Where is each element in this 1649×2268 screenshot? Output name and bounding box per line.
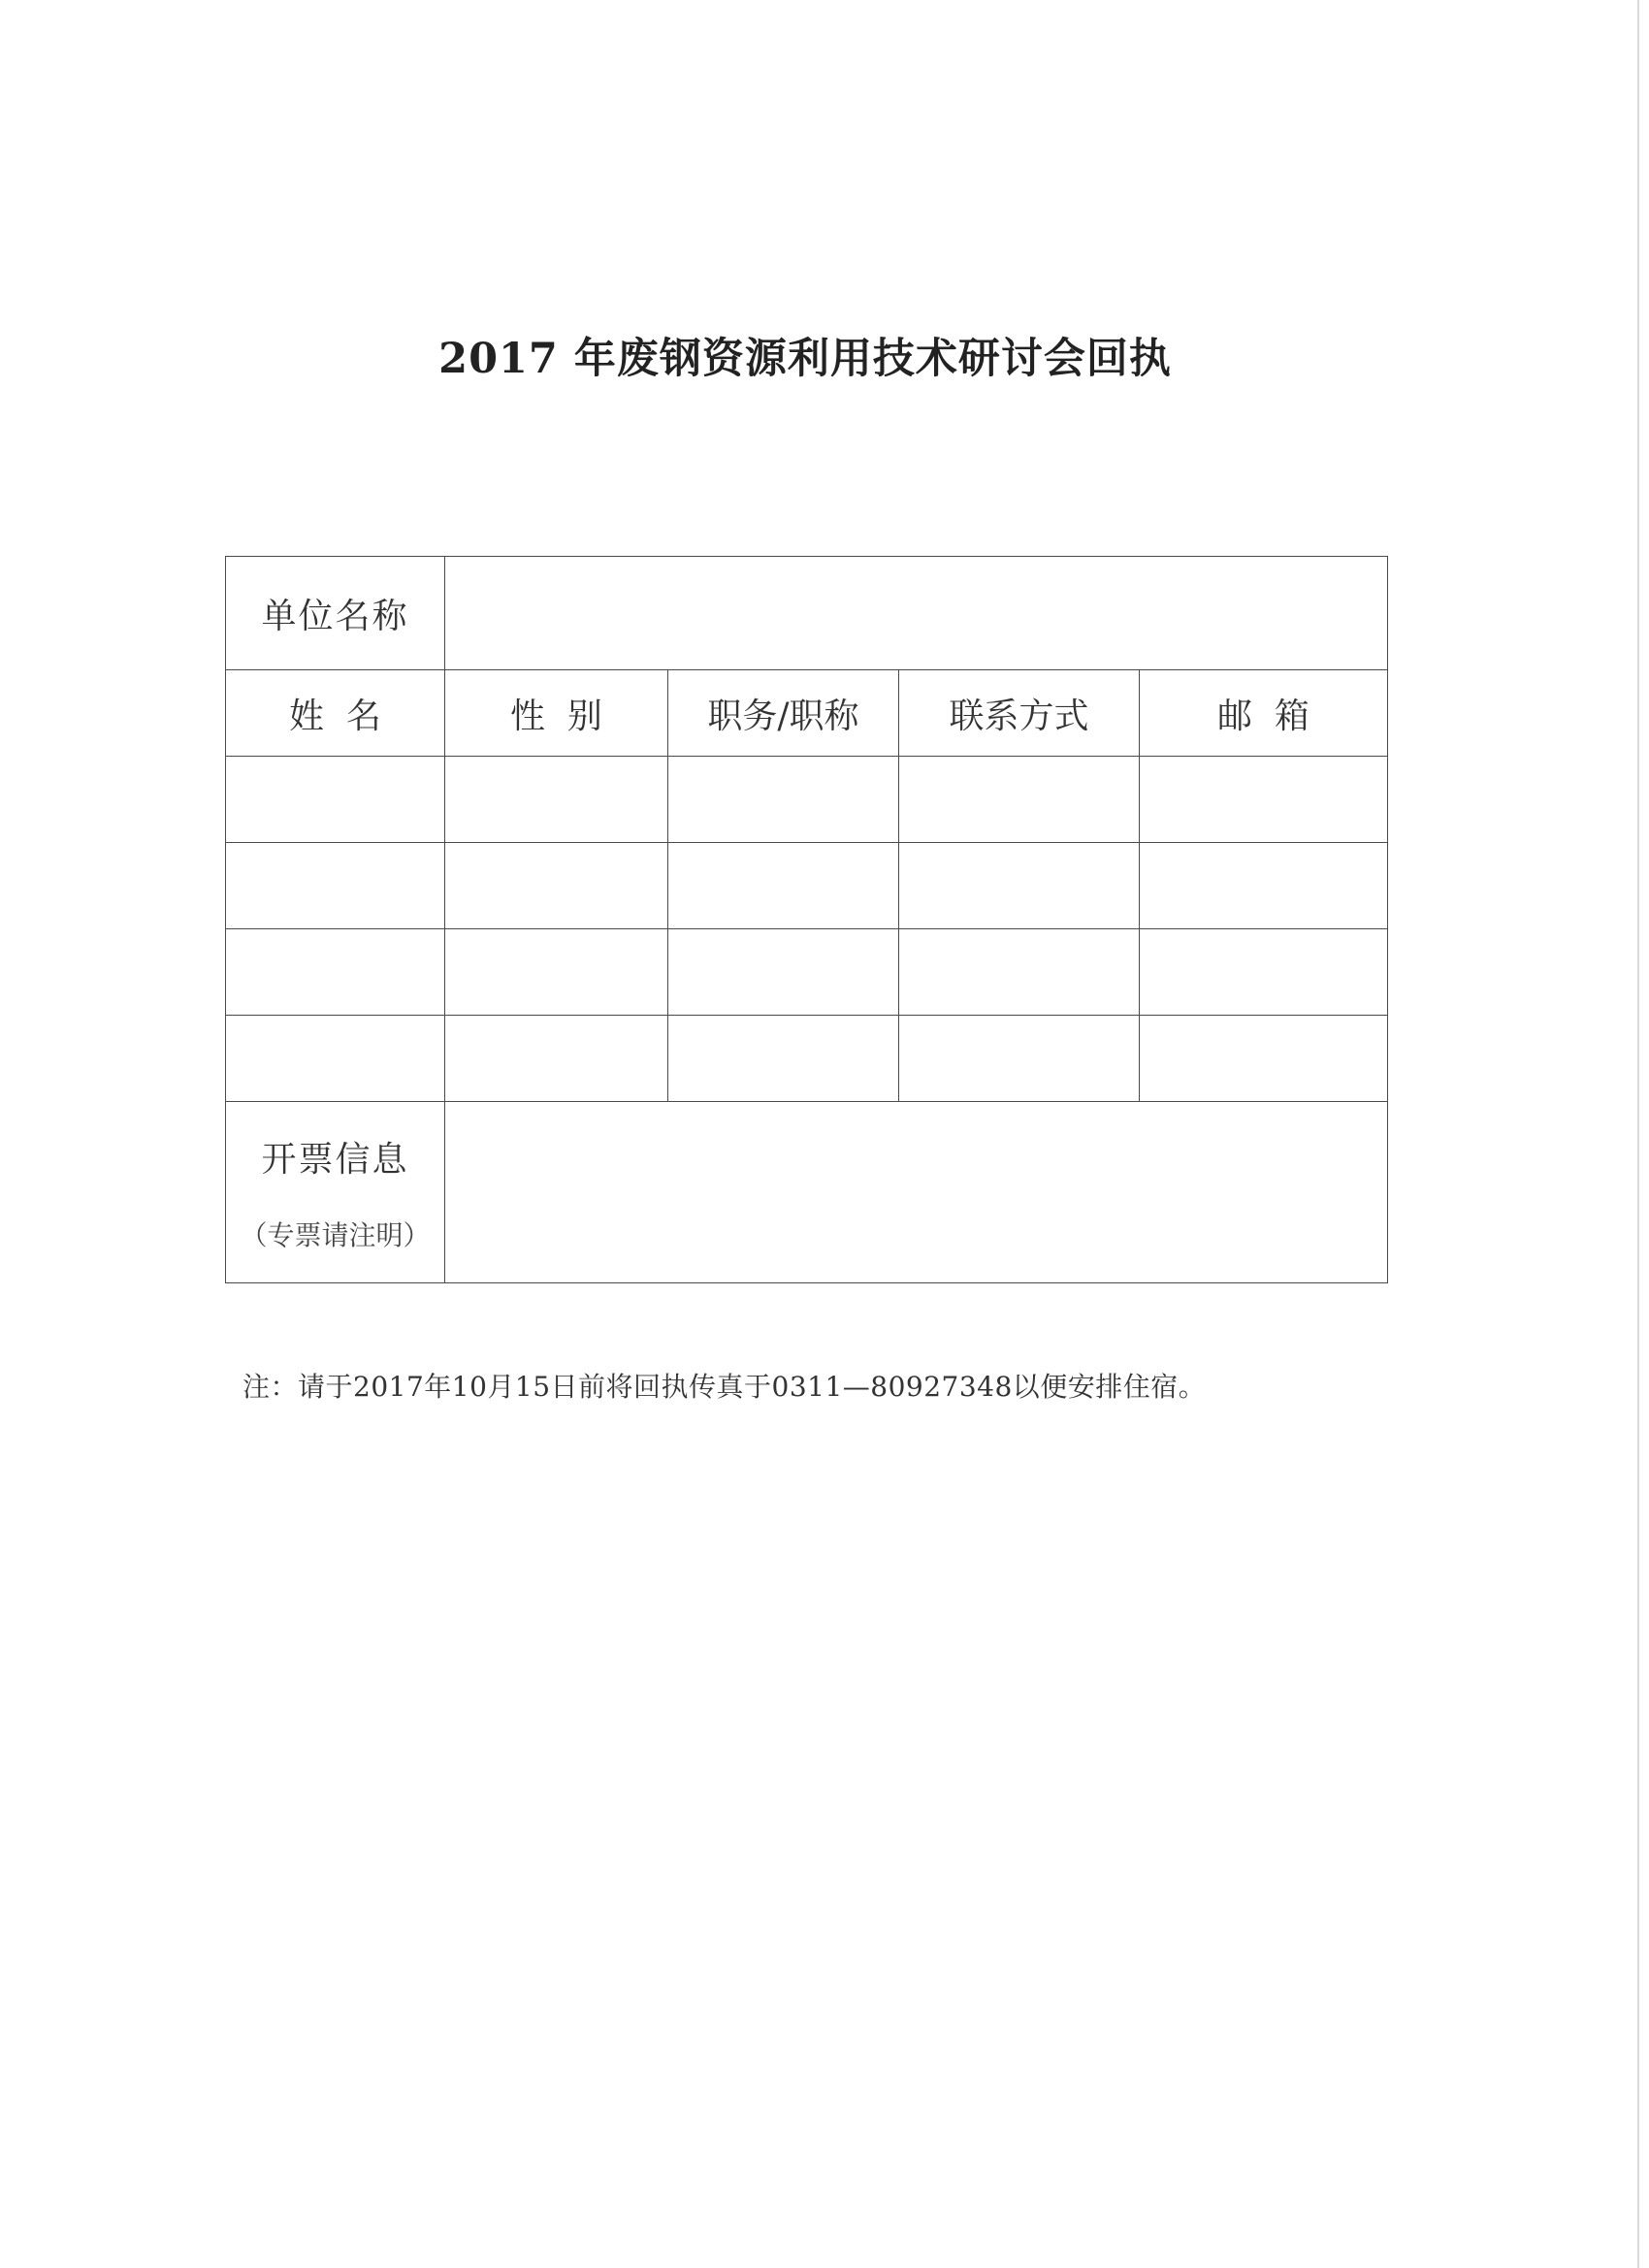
- invoice-label-cell: [226, 1102, 445, 1283]
- name-cell[interactable]: [226, 757, 445, 843]
- email-cell[interactable]: [1140, 1016, 1388, 1102]
- scan-edge-line: [1637, 0, 1639, 2268]
- name-cell[interactable]: [226, 929, 445, 1016]
- name-cell[interactable]: [226, 1016, 445, 1102]
- gender-cell[interactable]: [445, 1016, 668, 1102]
- unit-name-label: 单位名称: [226, 557, 445, 670]
- header-email: 邮 箱: [1140, 670, 1388, 757]
- footnote: 注：请于2017年10月15日前将回执传真于0311—80927348以便安排住宿。: [242, 1371, 1207, 1403]
- name-cell[interactable]: [226, 843, 445, 929]
- registration-form-table: [225, 556, 1388, 1283]
- position-cell[interactable]: [668, 757, 899, 843]
- invoice-field[interactable]: [445, 1102, 1388, 1283]
- position-cell[interactable]: [668, 929, 899, 1016]
- unit-name-field[interactable]: [445, 557, 1388, 670]
- gender-cell[interactable]: [445, 929, 668, 1016]
- table-row: [226, 843, 1388, 929]
- gender-cell[interactable]: [445, 843, 668, 929]
- email-cell[interactable]: [1140, 929, 1388, 1016]
- invoice-sublabel: （专票请注明）: [240, 1218, 431, 1251]
- position-cell[interactable]: [668, 1016, 899, 1102]
- position-cell[interactable]: [668, 843, 899, 929]
- gender-cell[interactable]: [445, 757, 668, 843]
- contact-cell[interactable]: [899, 929, 1140, 1016]
- email-cell[interactable]: [1140, 757, 1388, 843]
- table-row: [226, 1016, 1388, 1102]
- invoice-row: [226, 1102, 1388, 1283]
- invoice-label: 开票信息: [261, 1139, 409, 1180]
- page-title: 2017 年废钢资源利用技术研讨会回执: [438, 335, 1172, 383]
- contact-cell[interactable]: [899, 757, 1140, 843]
- email-cell[interactable]: [1140, 843, 1388, 929]
- table-header-row: [226, 670, 1388, 757]
- header-contact: 联系方式: [899, 670, 1140, 757]
- table-row: [226, 929, 1388, 1016]
- table-row: [226, 757, 1388, 843]
- contact-cell[interactable]: [899, 1016, 1140, 1102]
- header-name: 姓 名: [226, 670, 445, 757]
- contact-cell[interactable]: [899, 843, 1140, 929]
- header-gender: 性 别: [445, 670, 668, 757]
- unit-name-row: [226, 557, 1388, 670]
- header-position: 职务/职称: [668, 670, 899, 757]
